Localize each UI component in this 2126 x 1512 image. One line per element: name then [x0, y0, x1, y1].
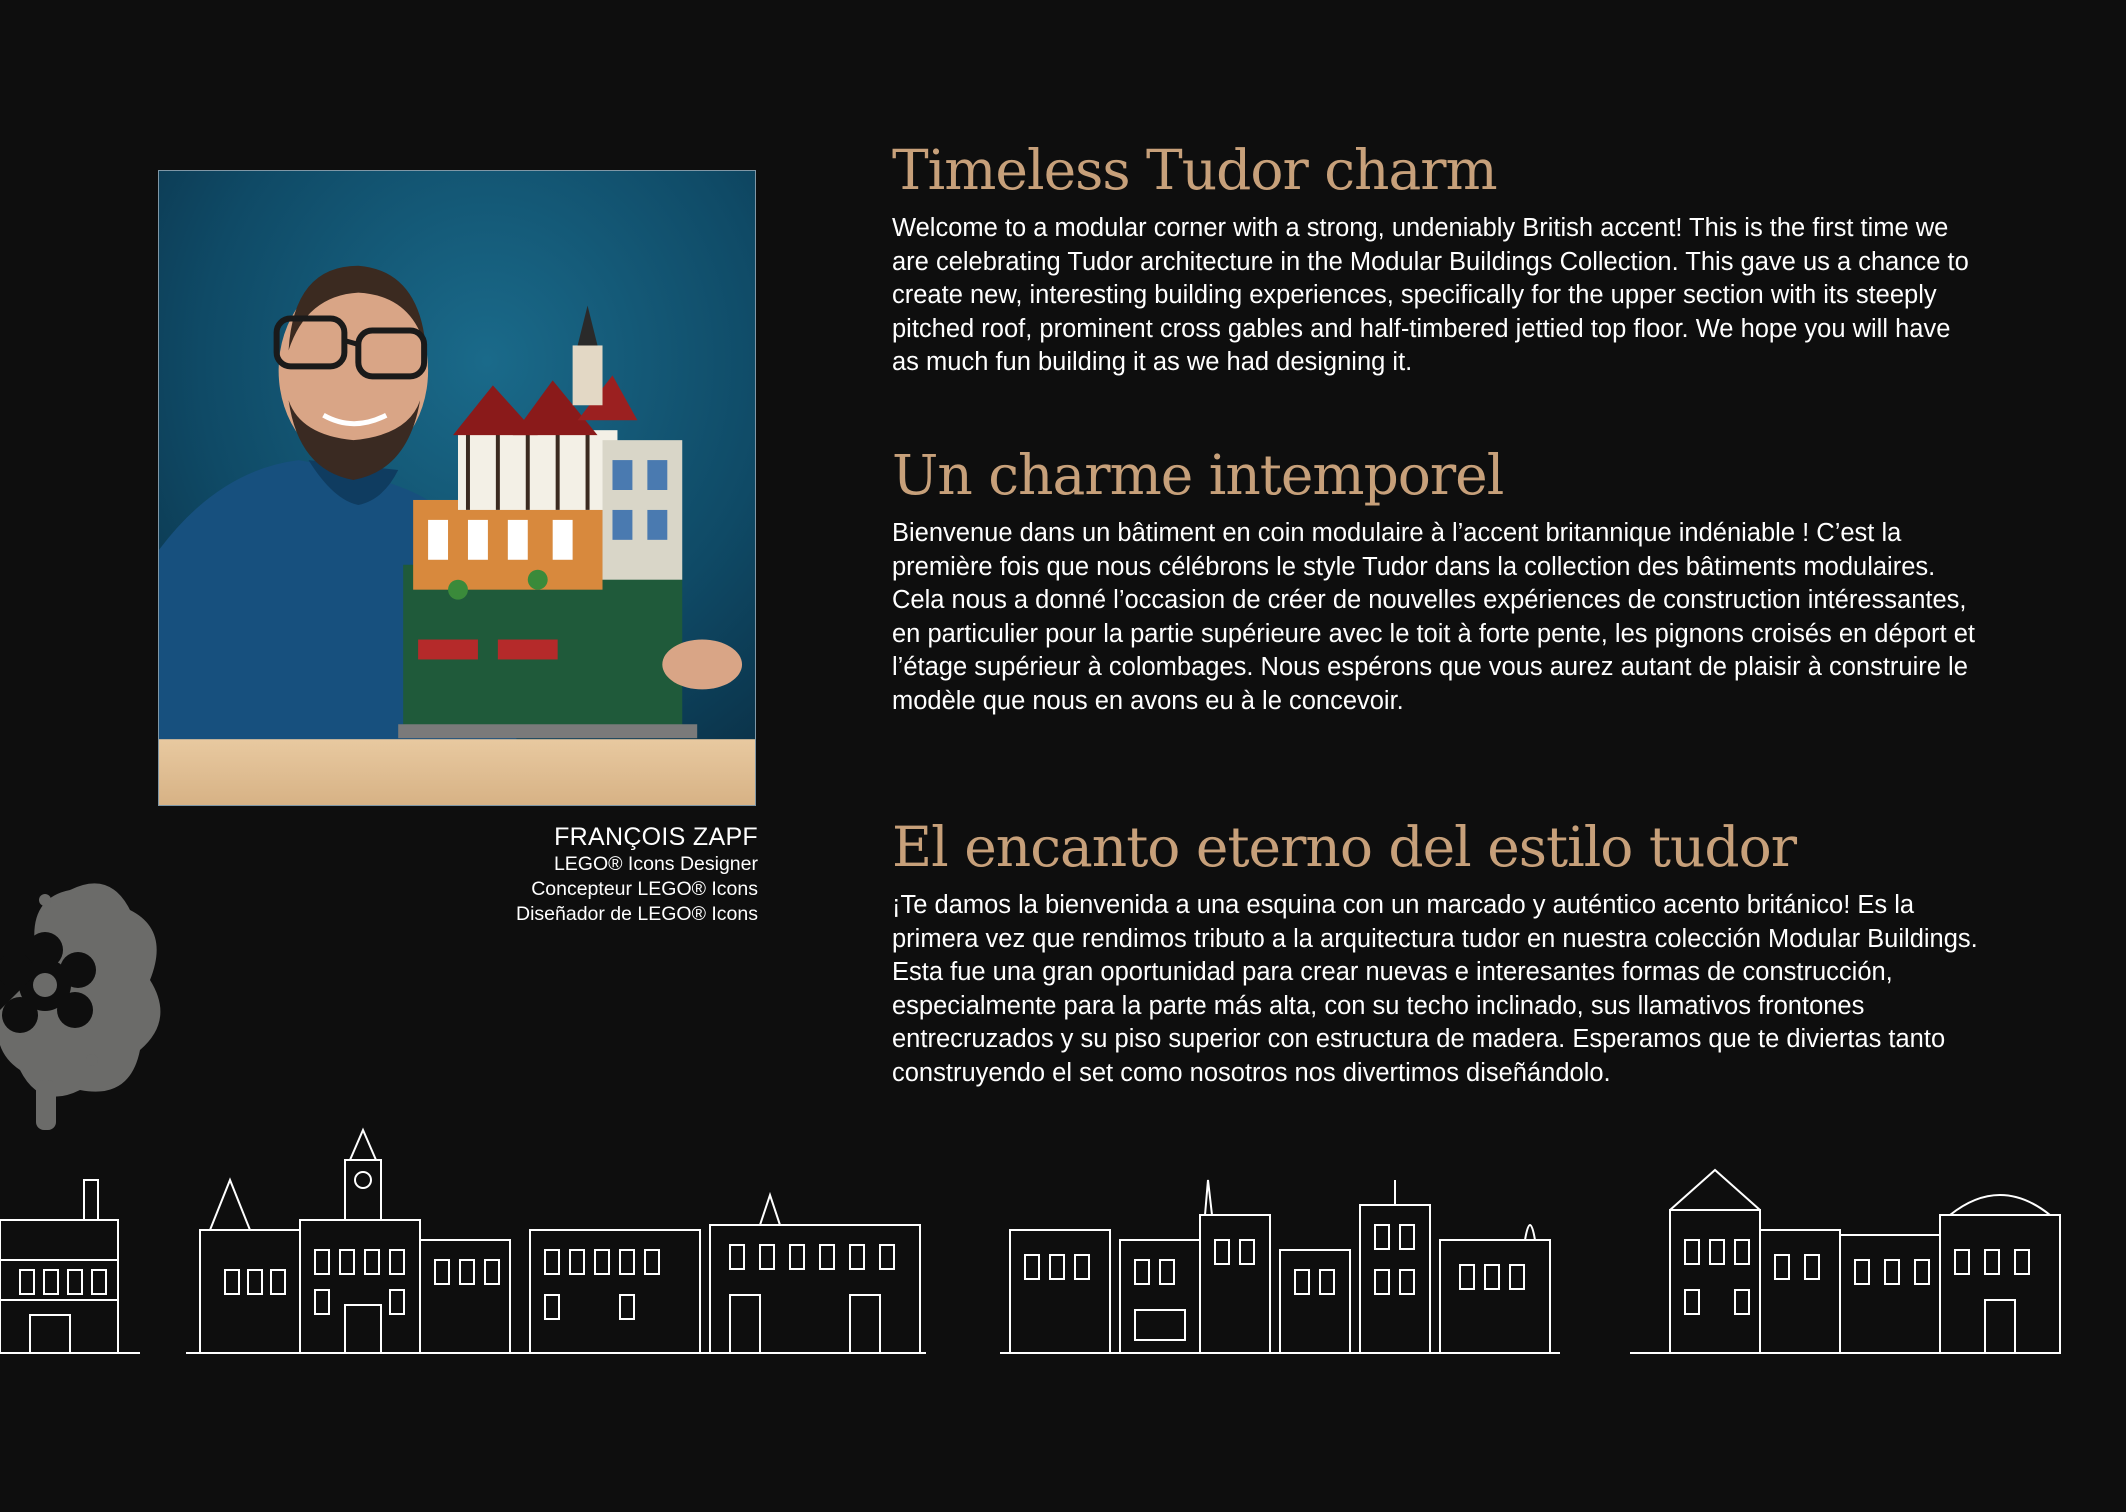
designer-role-en: LEGO® Icons Designer	[553, 853, 758, 875]
section-english	[892, 137, 1982, 380]
section-spanish	[892, 814, 1982, 1090]
designer-role-fr: Concepteur LEGO® Icons	[531, 878, 758, 900]
body-spanish: ¡Te damos la bienvenida a una esquina con un marcado y auténtico acento británico! Es la primera vez que rendimos tributo a la arquitectura tudor en nuestra colección Modular Buildings. Esta fue una gran oportunidad para crear nuevas e interesantes formas de construcción, especialmente para la parte más alta, con su techo inclinado, sus llamativos frontones entrecruzados y su piso superior con estructura de madera. Esperamos que te diviertas tanto construyendo el set como nosotros nos divertimos diseñándolo.	[892, 891, 1978, 1087]
heading-french: Un charme intemporel	[892, 443, 1504, 507]
designer-caption	[400, 822, 758, 927]
heading-english: Timeless Tudor charm	[892, 138, 1497, 202]
designer-photo	[158, 170, 756, 806]
section-french	[892, 442, 1982, 718]
tudor-rose-icon	[0, 850, 180, 1130]
designer-name: FRANÇOIS ZAPF	[554, 823, 758, 851]
designer-role-es: Diseñador de LEGO® Icons	[516, 903, 758, 925]
heading-spanish: El encanto eterno del estilo tudor	[892, 815, 1797, 879]
body-french: Bienvenue dans un bâtiment en coin modulaire à l’accent britannique indéniable ! C’est la première fois que nous célébrons le style Tudor dans la collection des bâtiments modulaires. Cela nous a donné l’occasion de créer de nouvelles expériences de construction intéressantes, en particulier pour la partie supérieure avec le toit à forte pente, les pignons croisés en déport et l’étage supérieur à colombages. Nous espérons que vous aurez autant de plaisir à construire le modèle que nous en avons eu à le concevoir.	[892, 519, 1975, 715]
body-english: Welcome to a modular corner with a strong, undeniably British accent! This is the first time we are celebrating Tudor architecture in the Modular Buildings Collection. This gave us a chance to create new, interesting building experiences, specifically for the upper section with its steeply pitched roof, prominent cross gables and half-timbered jettied top floor. We hope you will have as much fun building it as we had designing it.	[892, 214, 1969, 376]
city-skyline-illustration	[0, 1120, 2126, 1360]
